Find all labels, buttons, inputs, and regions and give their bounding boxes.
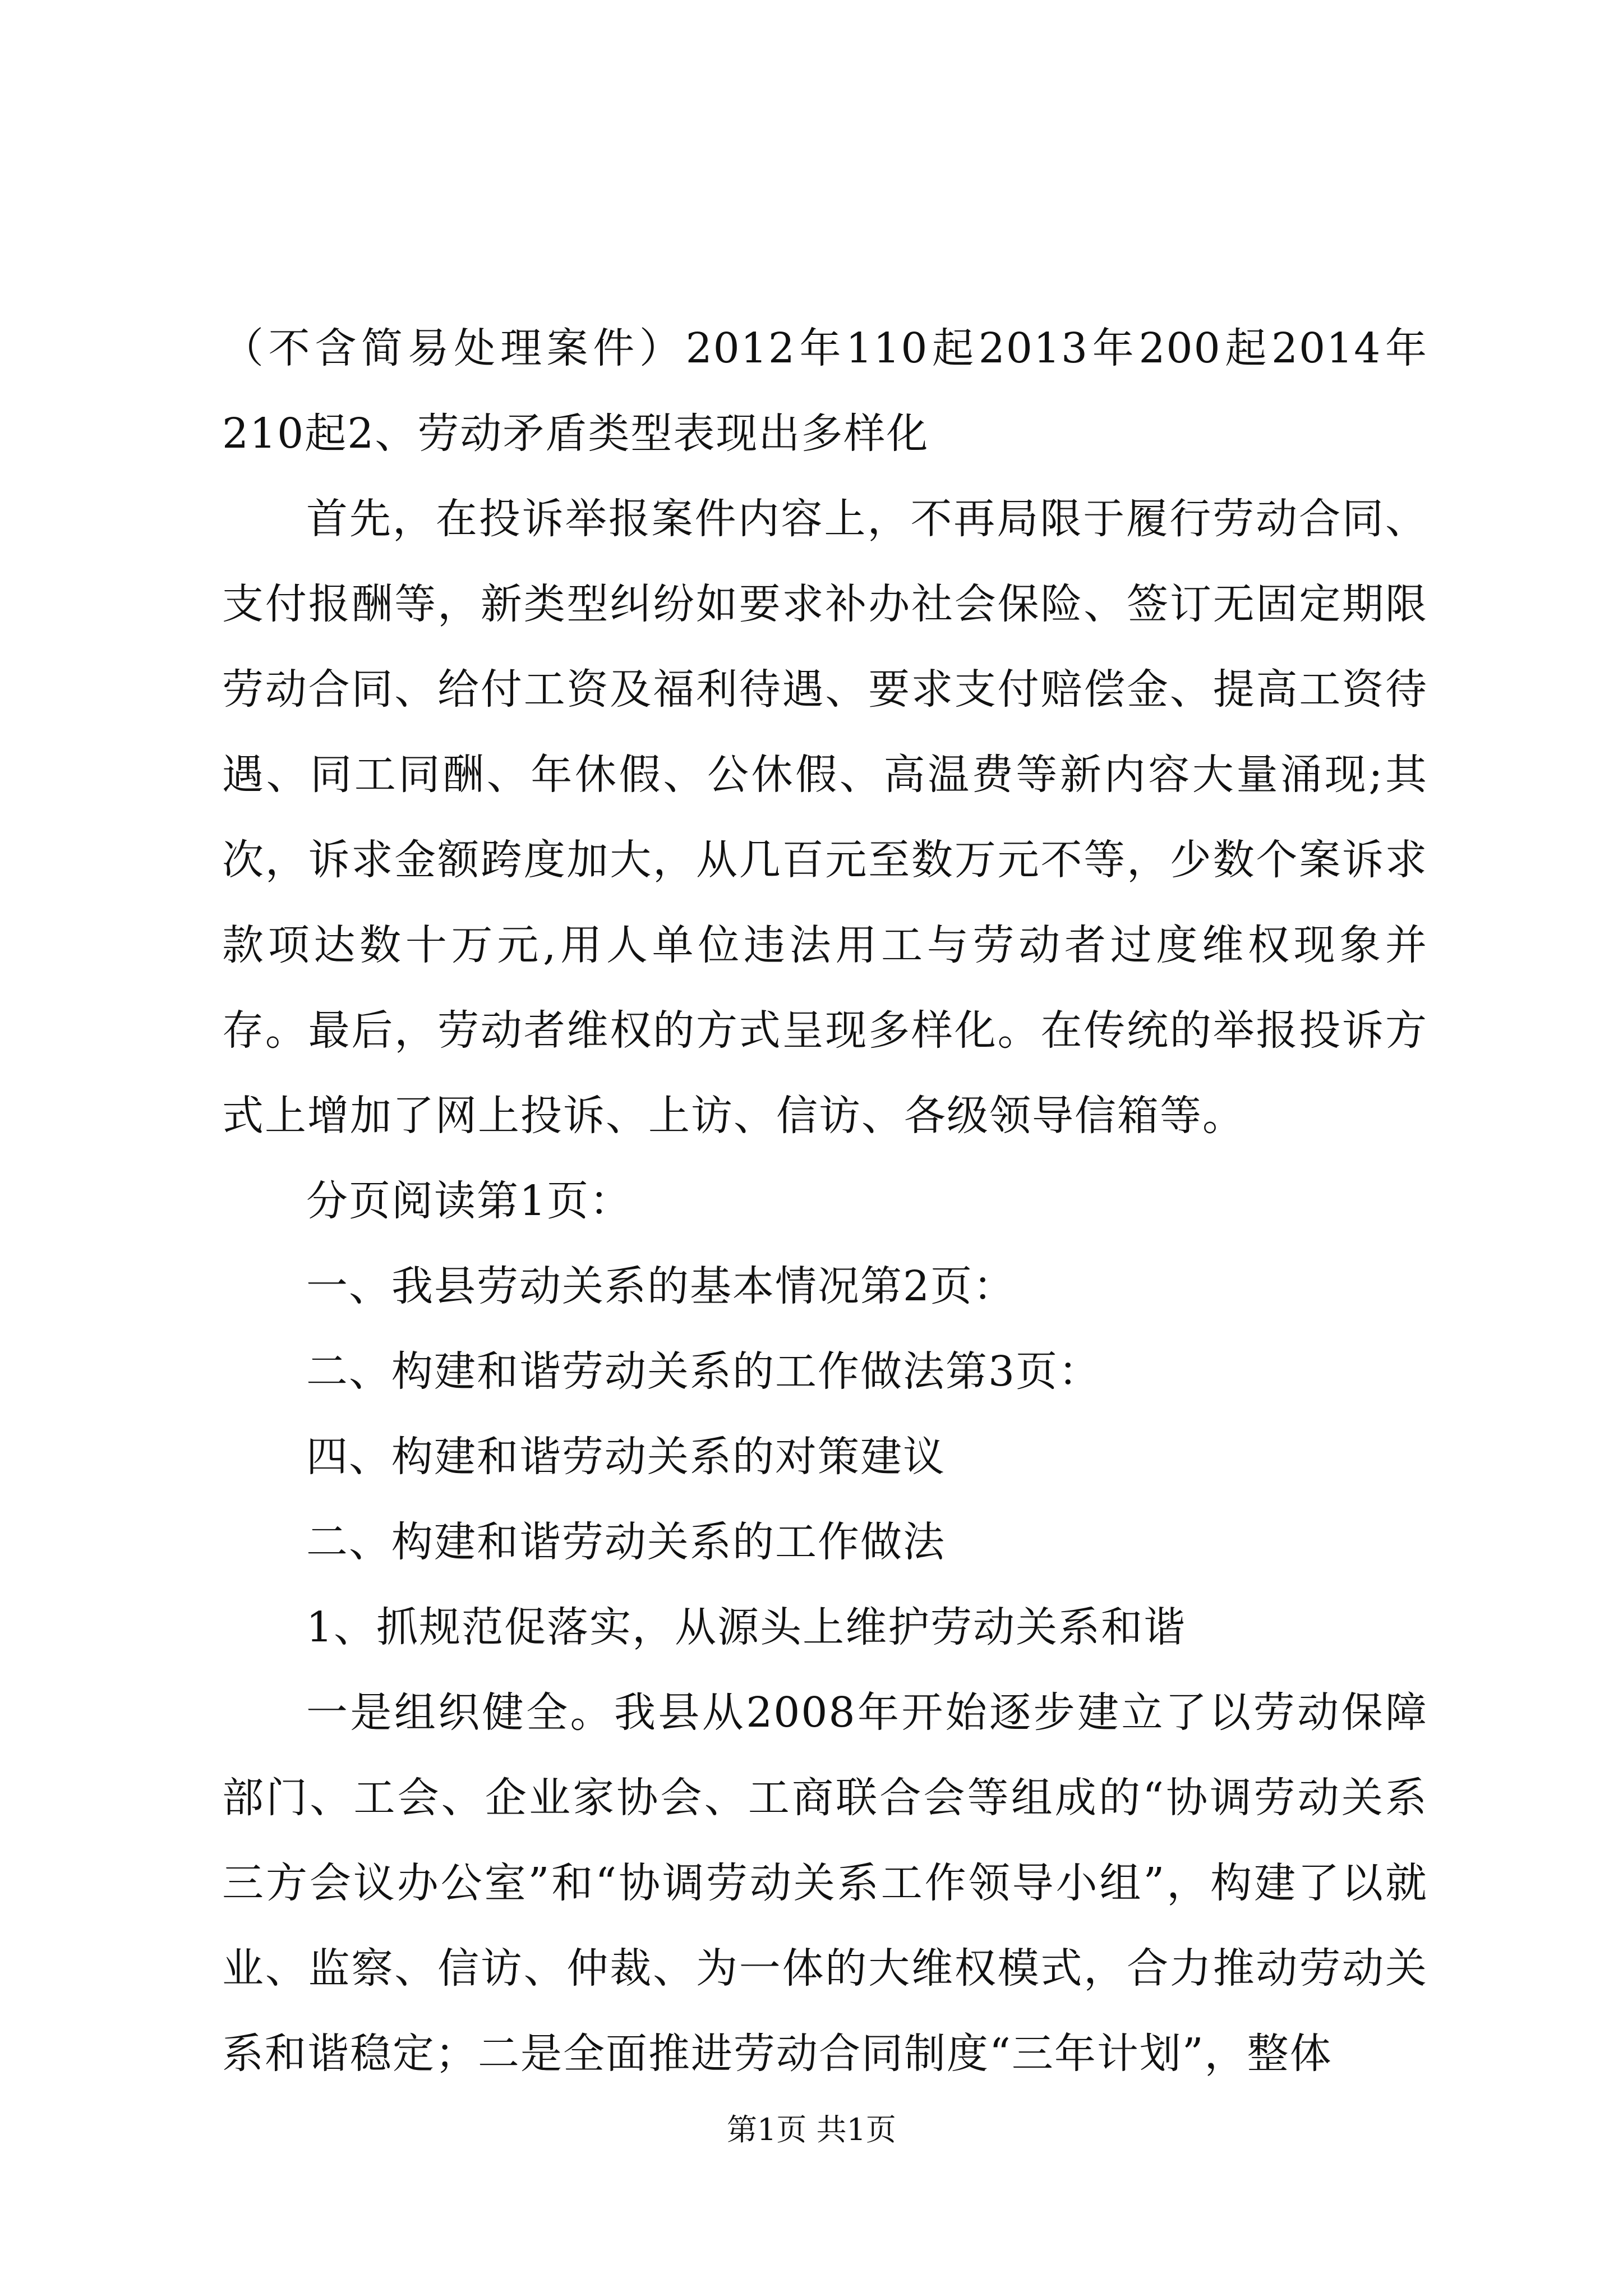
- paragraph-section-four: 四、构建和谐劳动关系的对策建议: [306, 1433, 946, 1481]
- paragraph-dispute-types: 首先，在投诉举报案件内容上，不再局限于履行劳动合同、支付报酬等，新类型纠纷如要求补办社会保险、签订无固定期限劳动合同、给付工资及福利待遇、要求支付赔偿金、提高工资待遇、同工同酬、年休假、公休假、高温费等新内容大量涌现;其次，诉求金额跨度加大，从几百元至数万元不等，少数个案诉求款项达数十万元,用人单位违法用工与劳动者过度维权现象并存。最后，劳动者维权的方式呈现多样化。在传统的举报投诉方式上增加了网上投诉、上访、信访、各级领导信箱等。: [222, 495, 1428, 1140]
- section-heading-two: 二、构建和谐劳动关系的工作做法: [306, 1518, 946, 1566]
- paragraph-case-stats: （不含简易处理案件）2012年110起2013年200起2014年210起2、劳动矛盾类型表现出多样化: [222, 324, 1428, 458]
- paragraph-organization: 一是组织健全。我县从2008年开始逐步建立了以劳动保障部门、工会、企业家协会、工商联合会等组成的“协调劳动关系三方会议办公室”和“协调劳动关系工作领导小组”，构建了以就业、监察、信访、仲裁、为一体的大维权模式，合力推动劳动关系和谐稳定；二是全面推进劳动合同制度“三年计划”，整体: [222, 1688, 1428, 2078]
- page-footer: 第1页 共1页: [727, 2112, 896, 2147]
- paragraph-page-1-link: 分页阅读第1页：: [306, 1177, 633, 1225]
- paragraph-page-3-link: 二、构建和谐劳动关系的工作做法第3页：: [306, 1347, 1101, 1396]
- paragraph-page-2-link: 一、我县劳动关系的基本情况第2页：: [306, 1262, 1016, 1310]
- document-body: [222, 306, 1428, 2096]
- subheading-one: 1、抓规范促落实，从源头上维护劳动关系和谐: [306, 1603, 1187, 1651]
